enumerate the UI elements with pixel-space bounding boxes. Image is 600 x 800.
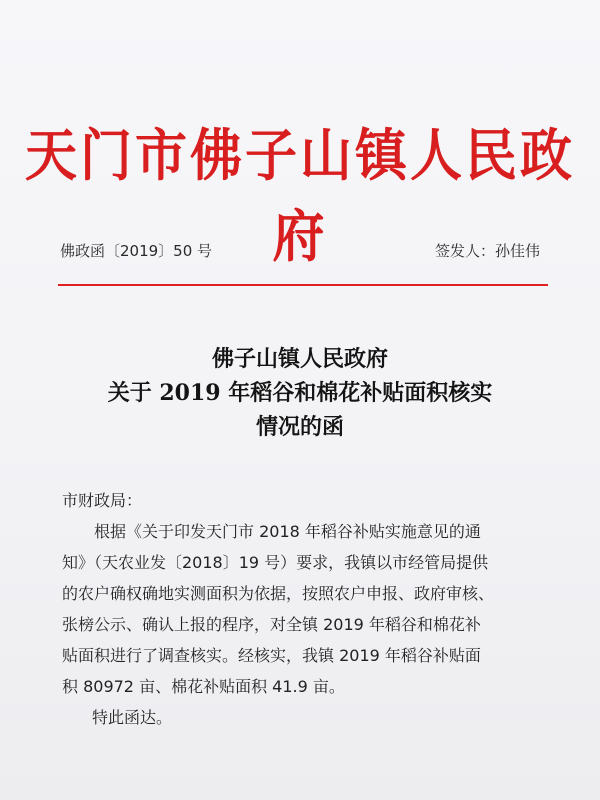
title-line-3: 情况的函 <box>255 414 344 440</box>
body-paragraph <box>62 516 540 702</box>
body-line: 知》（天农业发〔2018〕19 号）要求，我镇以市经管局提供 <box>62 553 489 572</box>
doc-info-row <box>60 240 540 261</box>
letterhead-title: 天门市佛子山镇人民政府 <box>24 122 575 270</box>
doc-number: 佛政函〔2019〕50 号 <box>60 242 213 260</box>
body-line: 张榜公示、确认上报的程序，对全镇 2019 年稻谷和棉花补 <box>62 615 481 634</box>
title-line-1: 佛子山镇人民政府 <box>211 346 388 372</box>
red-divider-line <box>58 284 548 286</box>
body-line: 的农户确权确地实测面积为依据，按照农户申报、政府审核、 <box>62 584 495 603</box>
document-title <box>0 342 600 444</box>
closing-line: 特此函达。 <box>92 708 173 727</box>
body-line: 根据《关于印发天门市 2018 年稻谷补贴实施意见的通 <box>62 522 481 541</box>
salutation: 市财政局： <box>62 491 143 510</box>
title-line-2: 关于 2019 年稻谷和棉花补贴面积核实 <box>107 380 493 406</box>
signer: 签发人：孙佳伟 <box>434 242 540 260</box>
body-line: 贴面积进行了调查核实。经核实，我镇 2019 年稻谷补贴面 <box>62 646 481 665</box>
body-line: 积 80972 亩、棉花补贴面积 41.9 亩。 <box>62 677 345 696</box>
